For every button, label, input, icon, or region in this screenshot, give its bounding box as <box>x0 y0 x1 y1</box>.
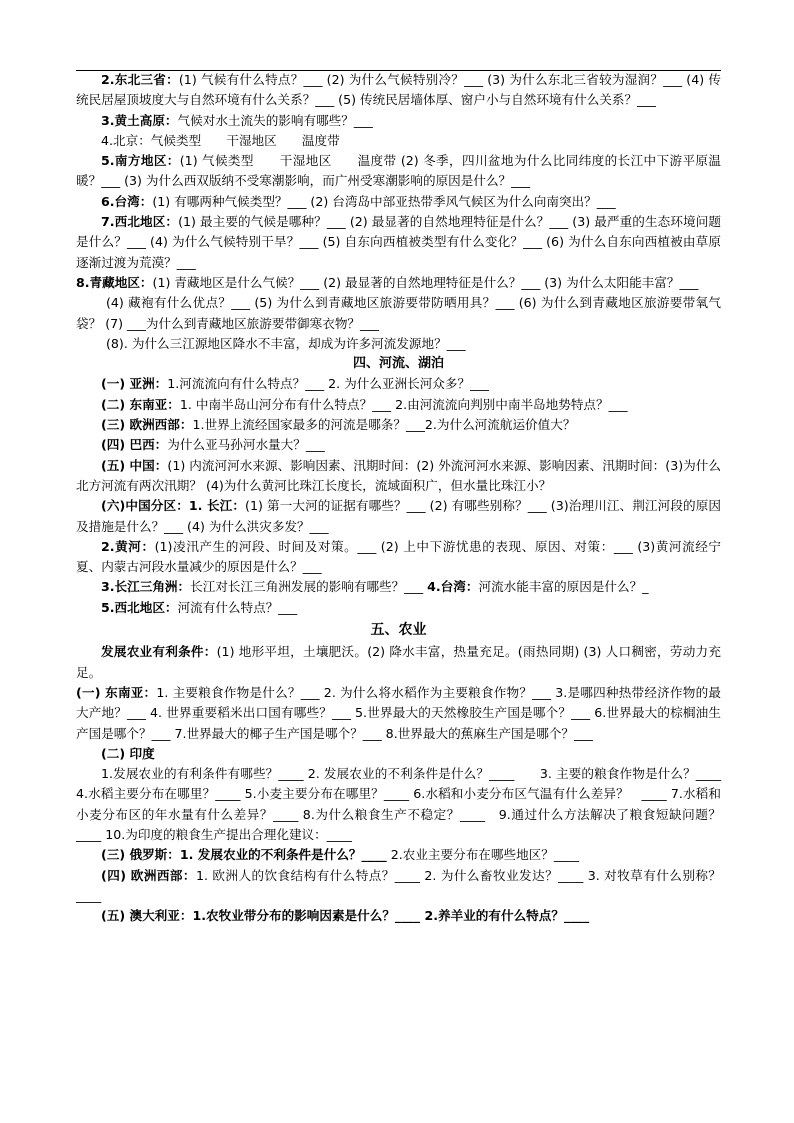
paragraph-yangtze-delta <box>76 577 721 597</box>
china-label: (五) 中国： <box>101 457 168 473</box>
document-page <box>76 70 721 926</box>
asia-label: (一) 亚洲： <box>101 376 168 392</box>
paragraph-tibet-3 <box>76 334 721 354</box>
paragraph-tibet <box>76 273 721 293</box>
northwest-rivers-label: 5.西北地区： <box>101 599 178 615</box>
paragraph-sea-rivers <box>76 395 721 415</box>
section-heading-rivers: 四、河流、湖泊 <box>352 356 444 372</box>
paragraph-sea-agri <box>76 683 721 744</box>
taiwan-label: 6.台湾： <box>101 193 153 209</box>
paragraph-northeast <box>76 70 721 111</box>
paragraph-loess-plateau <box>76 111 721 131</box>
sea-label: (二) 东南亚： <box>101 396 180 412</box>
paragraph-northwest <box>76 212 721 273</box>
northwest-questions: (1) 最主要的气候是哪种？___ (2) 最显著的自然地理特征是什么？___ (3) 最严重的生态环境问题是什么？___ (4) 为什么气候特别干旱？___ (5) 自东向西植被类型有什么变化？___ (6) 为什么自东向西植被由草原逐渐过渡为荒漠？___ <box>76 214 721 270</box>
europe-agri-questions: 1. 欧洲人的饮食结构有什么特点？____ 2. 为什么畜牧业发达？____ 3. 对牧草有什么别称？____ <box>76 867 721 903</box>
south-label: 5.南方地区： <box>101 153 180 169</box>
paragraph-south <box>76 151 721 192</box>
northwest-rivers-questions: 河流有什么特点？___ <box>177 599 298 615</box>
europe-questions: 1.世界上流经国家最多的河流是哪条？___2.为什么河流航运价值大？ <box>192 417 576 433</box>
agri-intro-label: 发展农业有利条件： <box>101 644 217 660</box>
tibet-questions: (1) 青藏地区是什么气候？___ (2) 最显著的自然地理特征是什么？___ (3) 为什么太阳能丰富？___ <box>152 274 699 290</box>
taiwan-rivers-questions: 河流水能丰富的原因是什么？_ <box>478 579 649 595</box>
paragraph-yellow-river <box>76 537 721 578</box>
taiwan-rivers-label: 4.台湾： <box>427 579 479 595</box>
paragraph-europe-agri <box>76 866 721 907</box>
northeast-questions: (1) 气候有什么特点？___ (2) 为什么气候特别冷？___ (3) 为什么东北三省较为湿润？___ (4) 传统民居屋顶坡度大与自然环境有什么关系？___ (5) 传统民居墙体厚、窗户小与自然环境有什么关系？___ <box>76 72 721 108</box>
yangtze-questions: (1) 第一大河的证据有哪些？___ (2) 有哪些别称？___ (3)治理川江、荆江河段的原因及措施是什么？___ (4) 为什么洪灾多发？___ <box>76 498 722 534</box>
paragraph-europe-rivers <box>76 415 721 435</box>
heading-india: (二) 印度 <box>101 745 155 761</box>
paragraph-agri-intro <box>76 642 721 683</box>
china-questions: (1) 内流河河水来源、影响因素、汛期时间：(2) 外流河河水来源、影响因素、汛期时间：(3)为什么北方河流有两次汛期？ (4)为什么黄河比珠江长度长，流域面积广，但水量比珠江小？ <box>76 457 721 493</box>
europe-agri-label: (四) 欧洲西部： <box>101 867 196 883</box>
sea-agri-questions: 1. 主要粮食作物是什么？___ 2. 为什么将水稻作为主要粮食作物？___ 3.是哪四种热带经济作物的最大产地？___ 4. 世界重要稻米出口国有哪些？___ 5.世界最大的天然橡胶生产国是哪个？___ 6.世界最大的棕榈油生产国是哪个？___ 7.世界最大的椰子生产国是哪个？___ 8.世界最大的蕉麻生产国是哪个？___ <box>76 684 721 741</box>
russia-label: (三) 俄罗斯：1. 发展农业的不利条件是什么？____ <box>101 847 387 863</box>
sea-agri-label: (一) 东南亚： <box>76 684 157 700</box>
tibet-questions-3: (8). 为什么三江源地区降水不丰富，却成为许多河流发源地？___ <box>106 335 466 351</box>
loess-questions: 气候对水土流失的影响有哪些？___ <box>177 112 373 128</box>
russia-questions: 2.农业主要分布在哪些地区？____ <box>386 847 580 863</box>
agri-intro-text: (1) 地形平坦，土壤肥沃。(2) 降水丰富，热量充足。(雨热同期) (3) 人口稠密，劳动力充足。 <box>76 644 722 680</box>
tibet-questions-2: (4) 藏袍有什么优点？___ (5) 为什么到青藏地区旅游要带防晒用具？___ (6) 为什么到青藏地区旅游要带氧气袋？ (7) ___为什么到青藏地区旅游要带御寒衣物？___ <box>76 295 721 331</box>
paragraph-china-rivers <box>76 456 721 497</box>
section-heading-agriculture: 五、农业 <box>370 622 427 639</box>
northwest-label: 7.西北地区： <box>101 214 179 230</box>
paragraph-russia <box>76 845 721 865</box>
asia-questions: 1.河流流向有什么特点？___ 2. 为什么亚洲长河众多？___ <box>167 376 489 392</box>
tibet-label: 8.青藏地区： <box>76 274 153 290</box>
delta-label: 3.长江三角洲： <box>101 579 191 595</box>
paragraph-brazil-rivers <box>76 435 721 455</box>
india-questions: 1.发展农业的有利条件有哪些？____ 2. 发展农业的不利条件是什么？____ 3. 主要的粮食作物是什么？____ 4.水稻主要分布在哪里？____ 5.小麦主要分布在哪里？____ 6.水稻和小麦分布区气温有什么差异？ ____ 7.水稻和小麦分布区的年水量有什么差异？____ 8.为什么粮食生产不稳定？____ 9.通过什么方法解决了粮食短缺问题？____ 10.为印度的粮食生产提出合理化建议：____ <box>76 766 721 842</box>
yangtze-label: (六)中国分区：1. 长江： <box>101 498 246 514</box>
paragraph-northwest-rivers <box>76 598 721 618</box>
paragraph-taiwan <box>76 192 721 212</box>
australia-questions: (五) 澳大利亚：1.农牧业带分布的影响因素是什么？____ 2.养羊业的有什么特点？____ <box>101 908 590 924</box>
yellow-river-label: 2.黄河： <box>101 538 155 554</box>
paragraph-tibet-2 <box>76 293 721 334</box>
delta-questions: 长江对长江三角洲发展的影响有哪些？___ <box>190 579 424 595</box>
loess-label: 3.黄土高原： <box>101 112 178 128</box>
brazil-label: (四) 巴西： <box>101 437 168 453</box>
paragraph-asia-rivers <box>76 374 721 394</box>
paragraph-india <box>76 764 721 845</box>
taiwan-questions: (1) 有哪两种气候类型？___ (2) 台湾岛中部亚热带季风气候区为什么向南突出？___ <box>152 193 616 209</box>
paragraph-yangtze <box>76 496 721 537</box>
brazil-questions: 为什么亚马孙河水量大？___ <box>167 437 325 453</box>
europe-label: (三) 欧洲西部： <box>101 417 193 433</box>
yellow-river-questions: (1)凌汛产生的河段、时间及对策。___ (2) 上中下游忧患的表现、原因、对策：___ (3)黄河流经宁夏、内蒙古河段水量减少的原因是什么？___ <box>76 538 721 575</box>
paragraph-beijing <box>76 131 721 151</box>
northeast-label: 2.东北三省： <box>101 72 179 87</box>
sea-questions: 1. 中南半岛山河分布有什么特点？___ 2.由河流流向判别中南半岛地势特点？___ <box>179 396 628 412</box>
south-questions: (1) 气候类型 干湿地区 温度带 (2) 冬季，四川盆地为什么比同纬度的长江中下游平原温暖？___ (3) 为什么西双版纳不受寒潮影响，而广州受寒潮影响的原因是什么？___ <box>76 153 721 189</box>
paragraph-australia <box>76 906 721 926</box>
beijing-text: 4.北京：气候类型 干湿地区 温度带 <box>101 132 340 148</box>
